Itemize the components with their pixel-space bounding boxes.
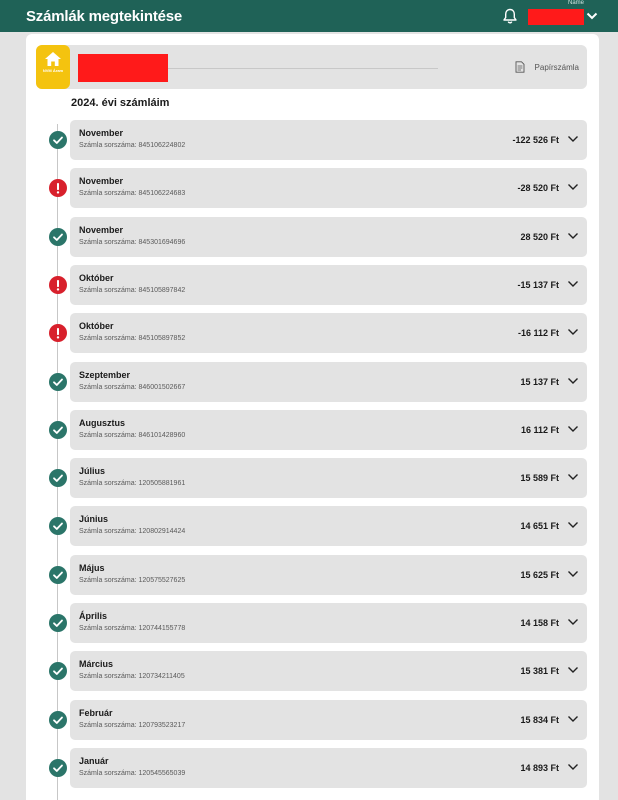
bill-amount: -15 137 Ft [517, 279, 559, 290]
check-circle-icon [49, 373, 67, 391]
meter-card[interactable] [36, 45, 587, 89]
expand-chevron-down-icon[interactable] [567, 376, 579, 386]
bill-month: Augusztus [79, 417, 125, 428]
bill-amount: 15 381 Ft [520, 666, 559, 677]
bill-number: Számla sorszáma: 845105897842 [79, 286, 186, 294]
bill-number: Számla sorszáma: 846001502667 [79, 383, 186, 391]
user-menu-chevron-down-icon[interactable] [585, 10, 599, 22]
expand-chevron-down-icon[interactable] [567, 231, 579, 241]
bill-row [26, 120, 599, 160]
bill-amount: -122 526 Ft [512, 135, 559, 145]
bill-card[interactable] [70, 651, 587, 691]
bill-month: November [79, 224, 124, 235]
expand-chevron-down-icon[interactable] [567, 520, 579, 530]
warning-circle-icon [49, 324, 67, 342]
bill-row [26, 506, 599, 546]
bill-amount: 16 112 Ft [520, 424, 559, 435]
expand-chevron-down-icon[interactable] [567, 424, 579, 434]
bill-row [26, 555, 599, 595]
check-circle-icon [49, 517, 67, 535]
bill-month: November [79, 128, 124, 138]
bill-number: Számla sorszáma: 120505881961 [79, 480, 186, 488]
bill-card[interactable] [70, 555, 587, 595]
bill-number: Számla sorszáma: 845106224683 [79, 190, 186, 198]
bill-month: Január [79, 755, 109, 766]
check-circle-icon [49, 421, 67, 439]
bill-row [26, 651, 599, 691]
bill-amount: 28 520 Ft [520, 231, 559, 242]
bill-card[interactable] [70, 362, 587, 402]
check-circle-icon [49, 131, 67, 149]
bill-card[interactable] [70, 313, 587, 353]
bill-card[interactable] [70, 265, 587, 305]
bill-amount: -28 520 Ft [517, 183, 559, 194]
bill-amount: 14 893 Ft [520, 762, 559, 773]
bill-number: Számla sorszáma: 845301694696 [79, 238, 186, 246]
bill-row [26, 700, 599, 740]
check-circle-icon [49, 228, 67, 246]
bill-card[interactable] [70, 748, 587, 788]
bill-number: Számla sorszáma: 120545565039 [79, 769, 186, 777]
expand-chevron-down-icon[interactable] [567, 279, 579, 289]
bill-month: Szeptember [79, 369, 131, 380]
page-title: Számlák megtekintése [26, 7, 183, 25]
warning-circle-icon [49, 276, 67, 294]
bill-row [26, 603, 599, 643]
divider [168, 68, 438, 69]
bill-amount: 14 158 Ft [520, 618, 559, 628]
expand-chevron-down-icon[interactable] [567, 762, 579, 772]
bill-number: Számla sorszáma: 120793523217 [79, 721, 186, 729]
bill-month: Október [79, 321, 114, 332]
expand-chevron-down-icon[interactable] [567, 327, 579, 337]
bill-number: Számla sorszáma: 845105897852 [79, 335, 186, 343]
bill-number: Számla sorszáma: 846101428960 [79, 431, 186, 439]
bill-card[interactable] [70, 700, 587, 740]
expand-chevron-down-icon[interactable] [567, 665, 579, 675]
redacted-user-name [528, 9, 584, 25]
bill-row [26, 410, 599, 450]
bill-number: Számla sorszáma: 120802914424 [79, 528, 186, 536]
bill-row [26, 265, 599, 305]
bill-card[interactable] [70, 458, 587, 498]
bill-amount: 14 651 Ft [520, 521, 559, 532]
bill-amount: 15 834 Ft [520, 714, 559, 725]
bill-row [26, 362, 599, 402]
check-circle-icon [49, 614, 67, 632]
badge-text: NVM Áram [42, 68, 64, 73]
bill-month: Március [79, 659, 114, 670]
bill-card[interactable] [70, 217, 587, 257]
check-circle-icon [49, 566, 67, 584]
bills-panel [26, 34, 599, 800]
expand-chevron-down-icon[interactable] [567, 472, 579, 482]
expand-chevron-down-icon[interactable] [567, 182, 579, 192]
bill-number: Számla sorszáma: 120744155778 [79, 625, 186, 632]
bill-month: Október [79, 272, 114, 283]
bill-month: Február [79, 707, 113, 718]
home-badge [36, 45, 70, 89]
bill-month: Április [79, 611, 108, 621]
bill-row [26, 748, 599, 788]
expand-chevron-down-icon[interactable] [567, 617, 579, 627]
bill-number: Számla sorszáma: 845106224802 [79, 142, 186, 149]
bill-card[interactable] [70, 168, 587, 208]
bill-number: Számla sorszáma: 120575527625 [79, 576, 186, 584]
bill-row [26, 313, 599, 353]
bill-month: Május [79, 562, 105, 573]
warning-circle-icon [49, 179, 67, 197]
document-icon [515, 61, 525, 73]
bill-month: Július [79, 466, 106, 477]
bill-amount: 15 625 Ft [520, 569, 559, 580]
bill-card[interactable] [70, 120, 587, 160]
expand-chevron-down-icon[interactable] [567, 134, 579, 144]
expand-chevron-down-icon[interactable] [567, 569, 579, 579]
check-circle-icon [49, 469, 67, 487]
bill-amount: 15 589 Ft [520, 473, 559, 484]
bill-amount: -16 112 Ft [517, 328, 559, 339]
expand-chevron-down-icon[interactable] [567, 714, 579, 724]
redacted-customer-name [78, 54, 168, 82]
paper-bill-link[interactable] [515, 61, 579, 73]
bill-row [26, 458, 599, 498]
bell-icon[interactable] [501, 7, 519, 25]
check-circle-icon [49, 759, 67, 777]
bill-month: Június [79, 514, 109, 525]
bill-card[interactable] [70, 410, 587, 450]
home-icon [44, 51, 62, 67]
check-circle-icon [49, 662, 67, 680]
top-bar [0, 0, 618, 32]
bill-row [26, 168, 599, 208]
year-section-title: 2024. évi számláim [71, 97, 170, 109]
bill-row [26, 217, 599, 257]
paper-bill-label: Papírszámla [534, 62, 579, 72]
check-circle-icon [49, 711, 67, 729]
bill-month: November [79, 176, 124, 187]
bill-amount: 15 137 Ft [520, 376, 559, 387]
bill-number: Számla sorszáma: 120734211405 [79, 673, 185, 681]
bill-card[interactable] [70, 506, 587, 546]
bill-card[interactable] [70, 603, 587, 643]
user-name-label: Name [567, 0, 584, 6]
